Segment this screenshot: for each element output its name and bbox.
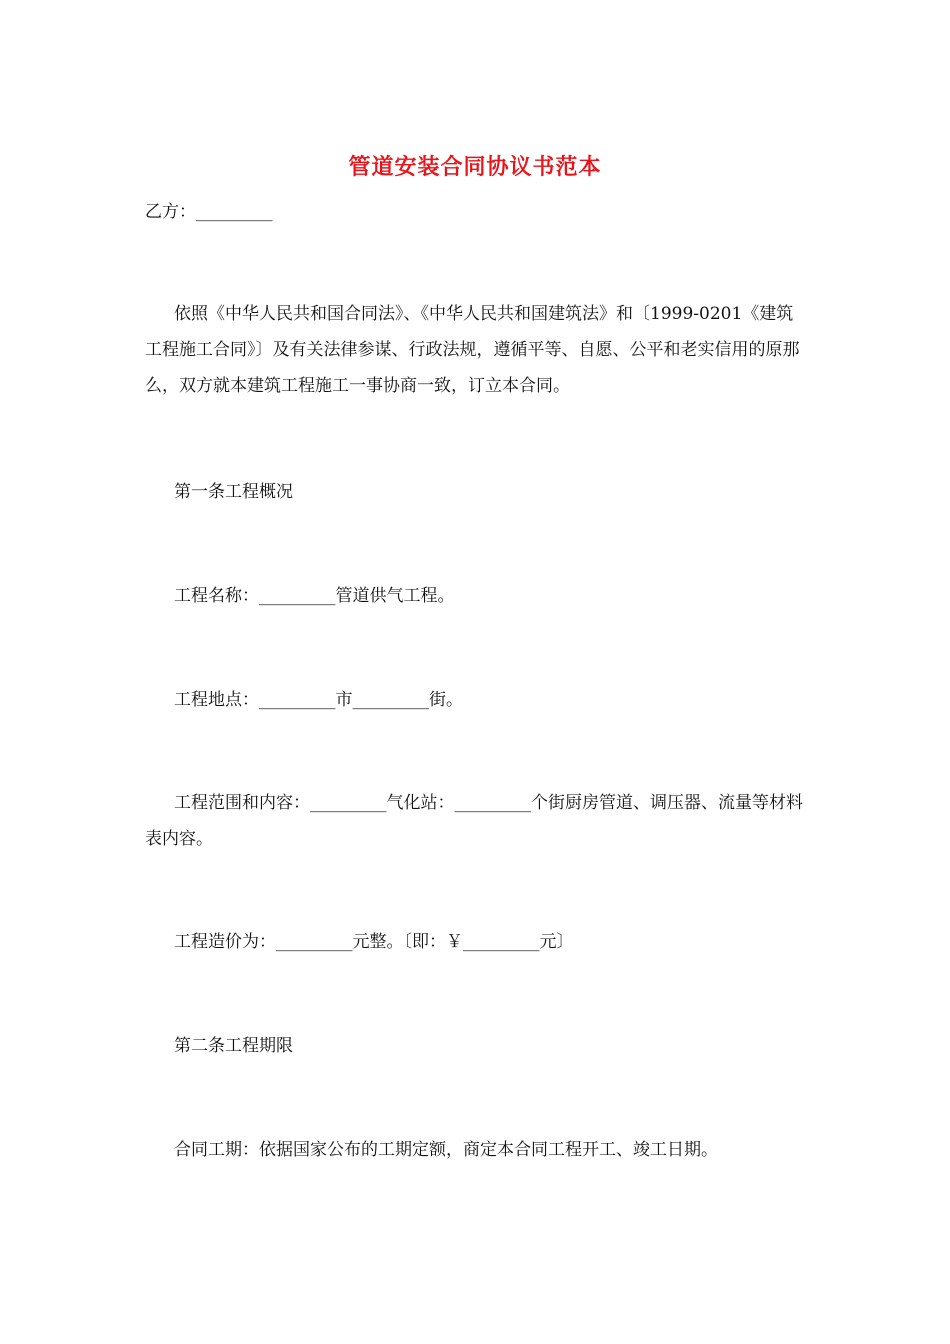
document-title: 管道安装合同协议书范本 xyxy=(348,154,602,180)
project-scope-paragraph: 工程范围和内容：_________气化站：_________个街厨房管道、调压器、流量等材料表内容。 xyxy=(145,793,803,849)
project-name-line: 工程名称：_________管道供气工程。 xyxy=(174,586,455,606)
project-location-line: 工程地点：_________市_________街。 xyxy=(174,690,463,710)
party-b-line: 乙方：_________ xyxy=(145,202,273,222)
intro-paragraph: 依照《中华人民共和国合同法》、《中华人民共和国建筑法》和〔1999-0201《建筑工程施工合同》〕及有关法律参谋、行政法规，遵循平等、自愿、公平和老实信用的原那么，双方就本建筑工程施工一事协商一致，订立本合同。 xyxy=(145,304,800,396)
contract-period-line: 合同工期：依据国家公布的工期定额，商定本合同工程开工、竣工日期。 xyxy=(174,1140,718,1160)
article2-heading: 第二条工程期限 xyxy=(174,1036,293,1056)
project-cost-line: 工程造价为：_________元整。〔即：￥_________元〕 xyxy=(174,932,574,952)
article1-heading: 第一条工程概况 xyxy=(174,482,293,502)
